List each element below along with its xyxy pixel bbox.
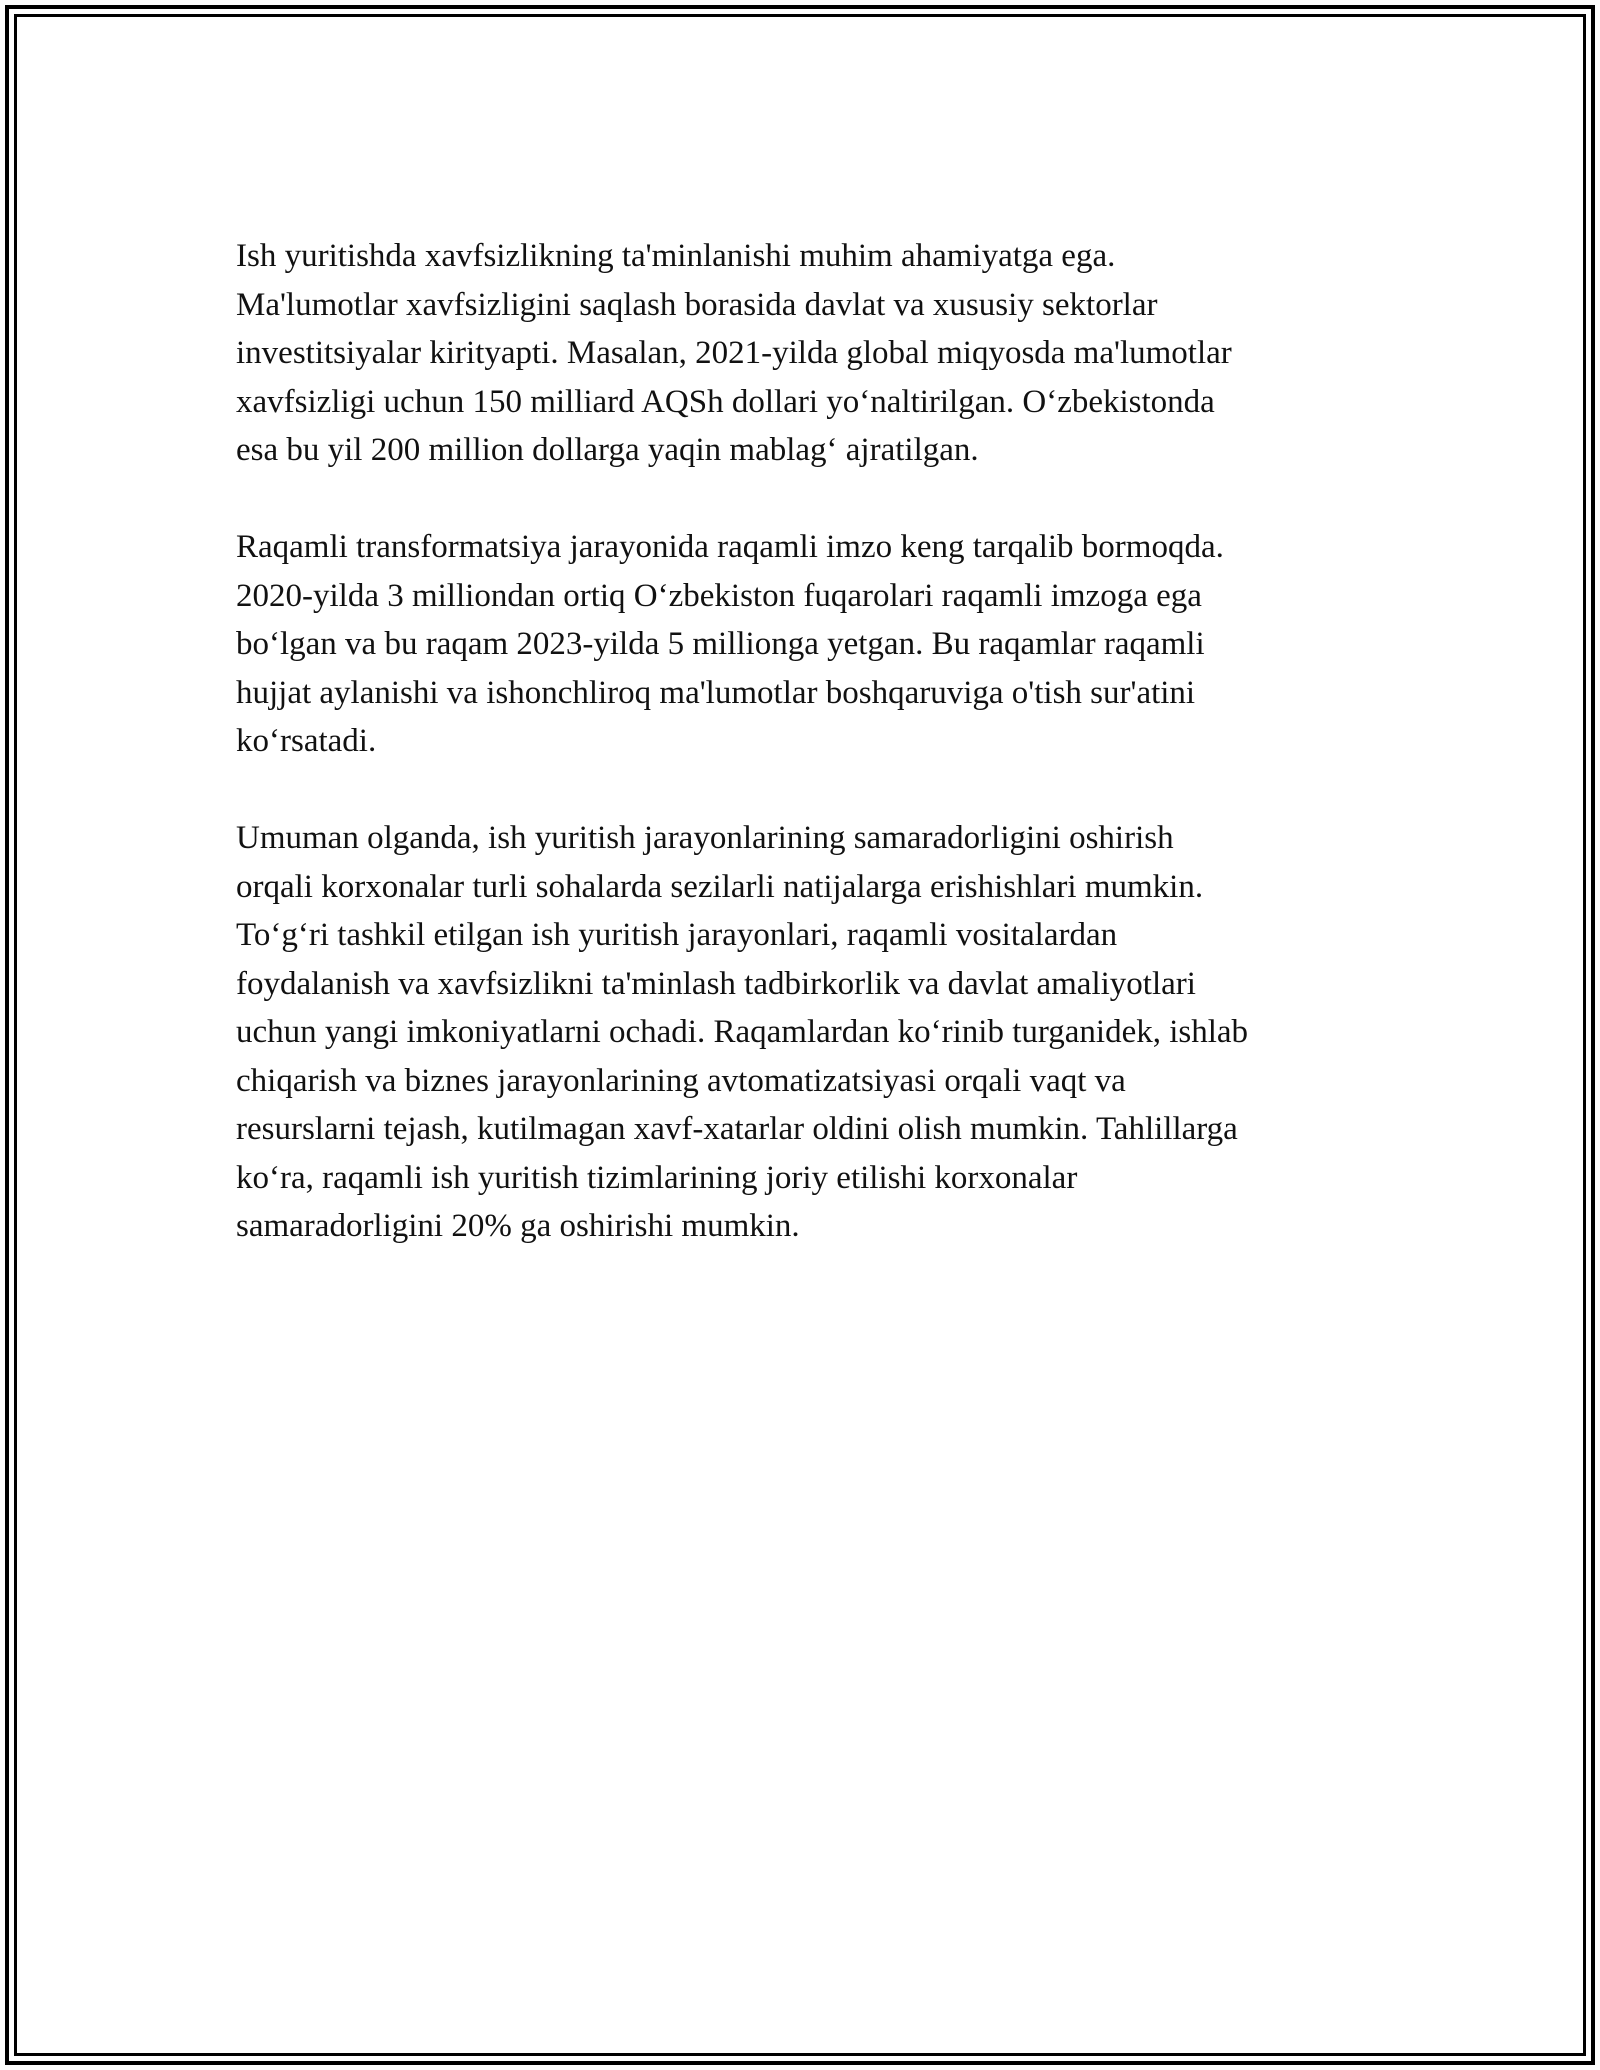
text-line: samaradorligini 20% ga oshirishi mumkin. xyxy=(236,1208,800,1244)
text-line: uchun yangi imkoniyatlarni ochadi. Raqamlardan ko‘rinib turganidek, ishlab xyxy=(236,1014,1249,1050)
text-line: Raqamli transformatsiya jarayonida raqamli imzo keng tarqalib bormoqda. xyxy=(236,529,1224,565)
text-line: ko‘ra, raqamli ish yuritish tizimlarining joriy etilishi korxonalar xyxy=(236,1159,1078,1196)
text-line: chiqarish va biznes jarayonlarining avtomatizatsiyasi orqali vaqt va xyxy=(236,1062,1126,1099)
text-line: Umuman olganda, ish yuritish jarayonlarining samaradorligini oshirish xyxy=(236,820,1174,856)
paragraph-digital-signature xyxy=(236,523,1376,766)
text-line: investitsiyalar kirityapti. Masalan, 2021-yilda global miqyosda ma'lumotlar xyxy=(236,335,1232,371)
text-line: Ma'lumotlar xavfsizligini saqlash borasida davlat va xususiy sektorlar xyxy=(236,286,1158,323)
text-line: xavfsizligi uchun 150 milliard AQSh dollari yo‘naltirilgan. O‘zbekistonda xyxy=(236,383,1215,420)
text-line: esa bu yil 200 million dollarga yaqin mablag‘ ajratilgan. xyxy=(236,432,979,468)
text-line: To‘g‘ri tashkil etilgan ish yuritish jarayonlari, raqamli vositalardan xyxy=(236,917,1118,953)
text-line: orqali korxonalar turli sohalarda sezilarli natijalarga erishishlari mumkin. xyxy=(236,868,1204,905)
text-line: resurslarni tejash, kutilmagan xavf-xatarlar oldini olish mumkin. Tahlillarga xyxy=(236,1111,1238,1147)
text-line: hujjat aylanishi va ishonchliroq ma'lumotlar boshqaruviga o'tish sur'atini xyxy=(236,674,1196,711)
paragraph-conclusion xyxy=(236,814,1376,1251)
text-line: Ish yuritishda xavfsizlikning ta'minlanishi muhim ahamiyatga ega. xyxy=(236,238,1116,274)
text-line: foydalanish va xavfsizlikni ta'minlash tadbirkorlik va davlat amaliyotlari xyxy=(236,965,1196,1002)
text-line: bo‘lgan va bu raqam 2023-yilda 5 millionga yetgan. Bu raqamlar raqamli xyxy=(236,626,1205,662)
text-line: 2020-yilda 3 milliondan ortiq O‘zbekiston fuqarolari raqamli imzoga ega xyxy=(236,577,1202,614)
text-line: ko‘rsatadi. xyxy=(236,723,377,759)
document-body xyxy=(236,232,1376,1299)
paragraph-security xyxy=(236,232,1376,475)
